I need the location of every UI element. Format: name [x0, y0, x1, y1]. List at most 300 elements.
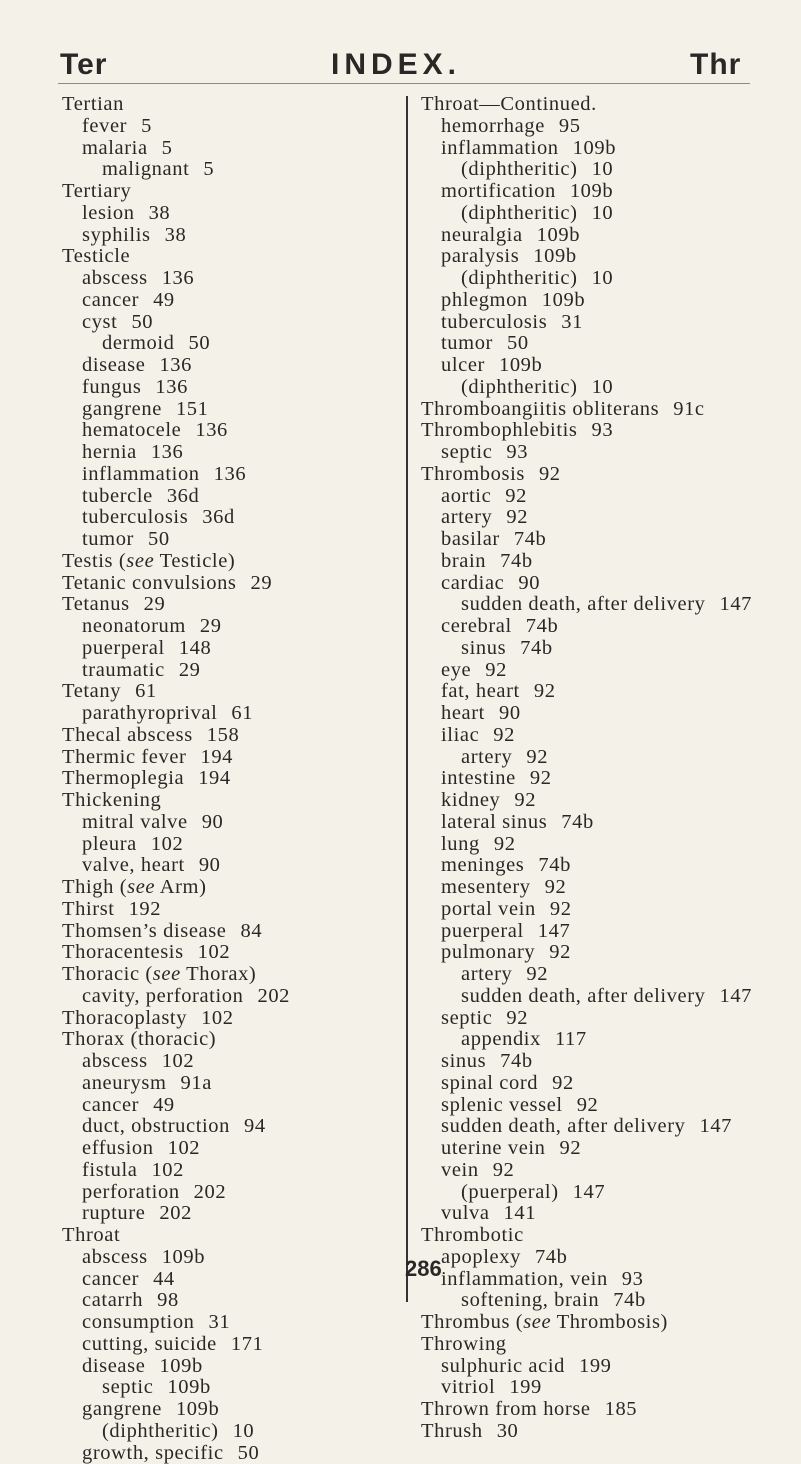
page-reference: 74b — [535, 1246, 568, 1268]
page-reference: 102 — [201, 1007, 234, 1029]
page-reference: 92 — [493, 1159, 515, 1181]
index-term: effusion — [82, 1137, 154, 1159]
index-term: sinus — [441, 1050, 486, 1072]
index-entry — [421, 1225, 781, 1247]
index-entry — [421, 181, 781, 203]
index-term: Thrombosis — [421, 463, 525, 485]
page-reference: 136 — [162, 267, 195, 289]
index-entry — [62, 638, 402, 660]
index-term: Testicle — [62, 245, 130, 267]
index-term: tubercle — [82, 485, 153, 507]
index-entry — [421, 877, 781, 899]
page-reference: 148 — [179, 637, 212, 659]
index-entry — [421, 703, 781, 725]
page-reference: 151 — [176, 398, 209, 420]
index-entry — [62, 442, 402, 464]
page-reference: 94 — [244, 1115, 266, 1137]
index-entry — [421, 812, 781, 834]
index-entry — [62, 1138, 402, 1160]
index-entry — [421, 355, 781, 377]
index-entry — [421, 1203, 781, 1225]
page-reference: 136 — [195, 419, 228, 441]
index-term: tuberculosis — [82, 506, 188, 528]
page-reference: 102 — [151, 1159, 184, 1181]
index-entry — [62, 1247, 402, 1269]
page-reference: 102 — [151, 833, 184, 855]
index-term: softening, brain — [461, 1289, 599, 1311]
index-term: disease — [82, 1355, 145, 1377]
index-term: parathyroprival — [82, 702, 217, 724]
page-reference: 92 — [505, 485, 527, 507]
index-term: splenic vessel — [441, 1094, 563, 1116]
page-reference: 141 — [504, 1202, 537, 1224]
index-entry — [62, 899, 402, 921]
index-entry — [62, 1116, 402, 1138]
index-term: puerperal — [441, 920, 524, 942]
page-reference: 92 — [526, 963, 548, 985]
index-entry — [62, 768, 402, 790]
index-term: Throat—Continued. — [421, 93, 597, 115]
index-entry — [62, 312, 402, 334]
page-reference: 93 — [506, 441, 528, 463]
page-reference: 10 — [592, 202, 614, 224]
index-entry — [421, 551, 781, 573]
index-term: septic — [441, 1007, 492, 1029]
page-reference: 90 — [518, 572, 540, 594]
index-entry — [62, 94, 402, 116]
index-entry — [62, 116, 402, 138]
index-term: (diphtheritic) — [461, 202, 578, 224]
index-entry — [421, 203, 781, 225]
page-reference: 91a — [181, 1072, 212, 1094]
index-term: Thickening — [62, 789, 161, 811]
page-reference: 29 — [179, 659, 201, 681]
index-term: (diphtheritic) — [461, 376, 578, 398]
index-term: phlegmon — [441, 289, 528, 311]
page-reference: 117 — [555, 1028, 587, 1050]
index-term: artery — [461, 963, 512, 985]
index-term: gangrene — [82, 398, 162, 420]
index-entry — [421, 1029, 781, 1051]
index-entry — [62, 725, 402, 747]
index-entry — [62, 877, 402, 899]
index-entry — [421, 855, 781, 877]
page-reference: 29 — [251, 572, 273, 594]
index-entry — [421, 116, 781, 138]
index-term: Throat — [62, 1224, 120, 1246]
index-entry — [421, 507, 781, 529]
index-entry — [62, 1399, 402, 1421]
index-term: lung — [441, 833, 480, 855]
index-term: cancer — [82, 289, 139, 311]
index-term: meninges — [441, 854, 524, 876]
index-entry — [421, 225, 781, 247]
page-reference: 44 — [153, 1268, 175, 1290]
page-reference: 109b — [533, 245, 576, 267]
page-reference: 199 — [579, 1355, 612, 1377]
page-reference: 74b — [538, 854, 571, 876]
index-entry — [421, 747, 781, 769]
index-entry — [62, 246, 402, 268]
index-term: fat, heart — [441, 680, 520, 702]
index-entry — [421, 1160, 781, 1182]
index-term: Tetany — [62, 680, 121, 702]
page-reference: 136 — [214, 463, 247, 485]
index-entry — [62, 834, 402, 856]
index-term: portal vein — [441, 898, 536, 920]
index-entry — [421, 333, 781, 355]
index-entry — [421, 420, 781, 442]
page-reference: 92 — [506, 506, 528, 528]
index-entry — [62, 529, 402, 551]
page-reference: 109b — [159, 1355, 202, 1377]
index-entry — [62, 964, 402, 986]
index-term: artery — [461, 746, 512, 768]
page-reference: 74b — [514, 528, 547, 550]
index-entry — [62, 747, 402, 769]
page-reference: 38 — [149, 202, 171, 224]
page-reference: 36d — [167, 485, 200, 507]
page-reference: 92 — [552, 1072, 574, 1094]
page-reference: 92 — [545, 876, 567, 898]
index-entry — [62, 1203, 402, 1225]
index-term: inflammation — [82, 463, 200, 485]
index-entry — [62, 399, 402, 421]
page-reference: 92 — [493, 724, 515, 746]
index-term: malignant — [102, 158, 189, 180]
index-term: traumatic — [82, 659, 165, 681]
index-entry — [62, 986, 402, 1008]
page-reference: 109b — [167, 1376, 210, 1398]
index-term: Thrown from horse — [421, 1398, 591, 1420]
index-entry — [421, 986, 781, 1008]
index-entry — [62, 1008, 402, 1030]
page-reference: 49 — [153, 289, 175, 311]
index-entry — [62, 159, 402, 181]
index-term: cyst — [82, 311, 117, 333]
page-reference: 98 — [157, 1289, 179, 1311]
page-reference: 31 — [561, 311, 583, 333]
index-term: fungus — [82, 376, 141, 398]
index-term: (diphtheritic) — [461, 158, 578, 180]
index-entry — [421, 660, 781, 682]
page-number: 286 — [405, 1256, 442, 1282]
page-reference: 92 — [530, 767, 552, 789]
index-entry — [421, 442, 781, 464]
column-divider — [406, 96, 408, 1302]
page-reference: 84 — [241, 920, 263, 942]
index-term: perforation — [82, 1181, 180, 1203]
index-term: mortification — [441, 180, 556, 202]
index-term: abscess — [82, 267, 148, 289]
index-term: sinus — [461, 637, 506, 659]
index-term: neuralgia — [441, 224, 523, 246]
index-entry — [62, 333, 402, 355]
page-reference: 10 — [592, 158, 614, 180]
index-entry — [421, 725, 781, 747]
index-term: hernia — [82, 441, 137, 463]
index-entry — [421, 1138, 781, 1160]
index-entry — [421, 616, 781, 638]
index-entry — [421, 377, 781, 399]
page-reference: 74b — [613, 1289, 646, 1311]
index-term: Testis (see Testicle) — [62, 550, 235, 572]
page-reference: 90 — [202, 811, 224, 833]
index-entry — [62, 290, 402, 312]
index-entry — [62, 1290, 402, 1312]
page-reference: 31 — [209, 1311, 231, 1333]
index-entry — [421, 138, 781, 160]
page-reference: 50 — [131, 311, 153, 333]
index-term: cardiac — [441, 572, 504, 594]
index-term: mitral valve — [82, 811, 188, 833]
index-entry — [421, 94, 781, 116]
index-term: heart — [441, 702, 485, 724]
index-entry — [62, 1356, 402, 1378]
index-entry — [62, 1051, 402, 1073]
index-term: rupture — [82, 1202, 145, 1224]
index-entry — [62, 1160, 402, 1182]
index-term: sudden death, after delivery — [441, 1115, 685, 1137]
index-entry — [62, 681, 402, 703]
index-term: catarrh — [82, 1289, 143, 1311]
index-entry — [421, 1290, 781, 1312]
page-reference: 109b — [570, 180, 613, 202]
page-reference: 199 — [509, 1376, 542, 1398]
index-term: (puerperal) — [461, 1181, 559, 1203]
page-reference: 30 — [497, 1420, 519, 1442]
page-reference: 29 — [200, 615, 222, 637]
index-term: mesentery — [441, 876, 531, 898]
header-rule — [58, 83, 750, 84]
index-term: abscess — [82, 1050, 148, 1072]
index-entry — [62, 203, 402, 225]
index-term: aortic — [441, 485, 491, 507]
page-reference: 109b — [542, 289, 585, 311]
index-term: Thrombotic — [421, 1224, 524, 1246]
index-term: septic — [441, 441, 492, 463]
index-term: Thorax (thoracic) — [62, 1028, 216, 1050]
index-entry — [62, 1269, 402, 1291]
index-term: Thecal abscess — [62, 724, 193, 746]
index-term: sudden death, after delivery — [461, 985, 705, 1007]
index-term: Thoracoplasty — [62, 1007, 187, 1029]
index-term: Thoracentesis — [62, 941, 184, 963]
page-reference: 102 — [162, 1050, 195, 1072]
index-entry — [421, 1051, 781, 1073]
header-title: INDEX. — [331, 50, 461, 80]
index-term: fistula — [82, 1159, 137, 1181]
index-entry — [421, 768, 781, 790]
index-entry — [62, 660, 402, 682]
page-reference: 102 — [198, 941, 231, 963]
index-entry — [62, 377, 402, 399]
page-reference: 202 — [159, 1202, 192, 1224]
page-reference: 194 — [200, 746, 233, 768]
index-term: Tertian — [62, 93, 124, 115]
index-term: neonatorum — [82, 615, 186, 637]
index-term: Thromboangiitis obliterans — [421, 398, 659, 420]
index-entry — [62, 790, 402, 812]
index-term: aneurysm — [82, 1072, 167, 1094]
index-term: Tertiary — [62, 180, 131, 202]
page-reference: 136 — [155, 376, 188, 398]
index-entry — [421, 399, 781, 421]
page-reference: 74b — [561, 811, 594, 833]
index-term: Thomsen’s disease — [62, 920, 227, 942]
page-reference: 36d — [202, 506, 235, 528]
page-reference: 109b — [499, 354, 542, 376]
index-entry — [62, 942, 402, 964]
index-term: dermoid — [102, 332, 175, 354]
page-reference: 93 — [592, 419, 614, 441]
index-entry — [62, 703, 402, 725]
page-reference: 92 — [534, 680, 556, 702]
page-reference: 5 — [141, 115, 152, 137]
index-term: vitriol — [441, 1376, 495, 1398]
page-reference: 92 — [526, 746, 548, 768]
page-reference: 50 — [507, 332, 529, 354]
index-entry — [62, 1182, 402, 1204]
index-entry — [421, 964, 781, 986]
index-entry — [421, 1269, 781, 1291]
index-entry — [62, 268, 402, 290]
index-entry — [421, 790, 781, 812]
page-reference: 10 — [592, 267, 614, 289]
index-entry — [421, 1073, 781, 1095]
index-term: gangrene — [82, 1398, 162, 1420]
index-term: duct, obstruction — [82, 1115, 230, 1137]
page-reference: 50 — [148, 528, 170, 550]
index-entry — [421, 573, 781, 595]
page-reference: 74b — [500, 1050, 533, 1072]
index-term: sudden death, after delivery — [461, 593, 705, 615]
index-entry — [421, 464, 781, 486]
index-term: septic — [102, 1376, 153, 1398]
index-entry — [62, 1443, 402, 1464]
index-term: syphilis — [82, 224, 151, 246]
index-term: Tetanus — [62, 593, 130, 615]
index-entry — [62, 921, 402, 943]
index-term: spinal cord — [441, 1072, 538, 1094]
index-entry — [421, 1334, 781, 1356]
index-entry — [421, 1095, 781, 1117]
index-entry — [421, 529, 781, 551]
index-entry — [421, 681, 781, 703]
page-reference: 147 — [719, 985, 752, 1007]
page-reference: 90 — [199, 854, 221, 876]
index-entry — [421, 1182, 781, 1204]
index-entry — [421, 159, 781, 181]
page-reference: 10 — [233, 1420, 255, 1442]
index-entry — [421, 1247, 781, 1269]
page-reference: 29 — [144, 593, 166, 615]
index-term: growth, specific — [82, 1442, 224, 1464]
index-term: Thigh (see Arm) — [62, 876, 207, 898]
index-entry — [421, 1421, 781, 1443]
index-entry — [62, 1377, 402, 1399]
index-term: eye — [441, 659, 471, 681]
index-column-right — [421, 94, 781, 1443]
page-reference: 49 — [153, 1094, 175, 1116]
index-term: Thrush — [421, 1420, 483, 1442]
index-term: artery — [441, 506, 492, 528]
page-reference: 136 — [151, 441, 184, 463]
page-reference: 92 — [560, 1137, 582, 1159]
index-term: lateral sinus — [441, 811, 547, 833]
index-entry — [421, 1312, 781, 1334]
index-term: cancer — [82, 1268, 139, 1290]
index-entry — [62, 225, 402, 247]
page-reference: 109b — [537, 224, 580, 246]
index-term: hematocele — [82, 419, 181, 441]
page-reference: 92 — [539, 463, 561, 485]
index-entry — [62, 855, 402, 877]
index-term: malaria — [82, 137, 148, 159]
index-term: apoplexy — [441, 1246, 521, 1268]
index-term: intestine — [441, 767, 516, 789]
index-term: brain — [441, 550, 486, 572]
index-entry — [421, 834, 781, 856]
index-term: (diphtheritic) — [461, 267, 578, 289]
page-reference: 185 — [605, 1398, 638, 1420]
index-entry — [62, 355, 402, 377]
page-reference: 109b — [176, 1398, 219, 1420]
index-entry — [421, 312, 781, 334]
page-reference: 102 — [168, 1137, 201, 1159]
page-reference: 91c — [673, 398, 704, 420]
index-entry — [421, 268, 781, 290]
index-term: paralysis — [441, 245, 519, 267]
page-reference: 92 — [514, 789, 536, 811]
page-reference: 192 — [129, 898, 162, 920]
index-entry — [62, 1225, 402, 1247]
index-term: inflammation — [441, 137, 559, 159]
page-reference: 90 — [499, 702, 521, 724]
index-entry — [62, 486, 402, 508]
index-entry — [421, 1116, 781, 1138]
page-reference: 136 — [159, 354, 192, 376]
page-reference: 50 — [238, 1442, 260, 1464]
index-entry — [421, 638, 781, 660]
index-entry — [62, 138, 402, 160]
index-term: consumption — [82, 1311, 195, 1333]
index-term: hemorrhage — [441, 115, 545, 137]
page-reference: 147 — [573, 1181, 606, 1203]
index-term: cerebral — [441, 615, 512, 637]
index-term: fever — [82, 115, 127, 137]
index-term: abscess — [82, 1246, 148, 1268]
page-reference: 109b — [162, 1246, 205, 1268]
page-reference: 92 — [485, 659, 507, 681]
index-term: Throwing — [421, 1333, 507, 1355]
index-entry — [62, 616, 402, 638]
page-reference: 50 — [189, 332, 211, 354]
page-reference: 61 — [135, 680, 157, 702]
index-entry — [421, 1377, 781, 1399]
page-reference: 92 — [494, 833, 516, 855]
index-term: cutting, suicide — [82, 1333, 217, 1355]
index-column-left — [62, 94, 402, 1464]
index-term: Thermoplegia — [62, 767, 184, 789]
index-term: tuberculosis — [441, 311, 547, 333]
index-entry — [421, 246, 781, 268]
index-term: disease — [82, 354, 145, 376]
index-entry — [421, 290, 781, 312]
page-reference: 5 — [162, 137, 173, 159]
index-term: pulmonary — [441, 941, 535, 963]
index-term: basilar — [441, 528, 500, 550]
